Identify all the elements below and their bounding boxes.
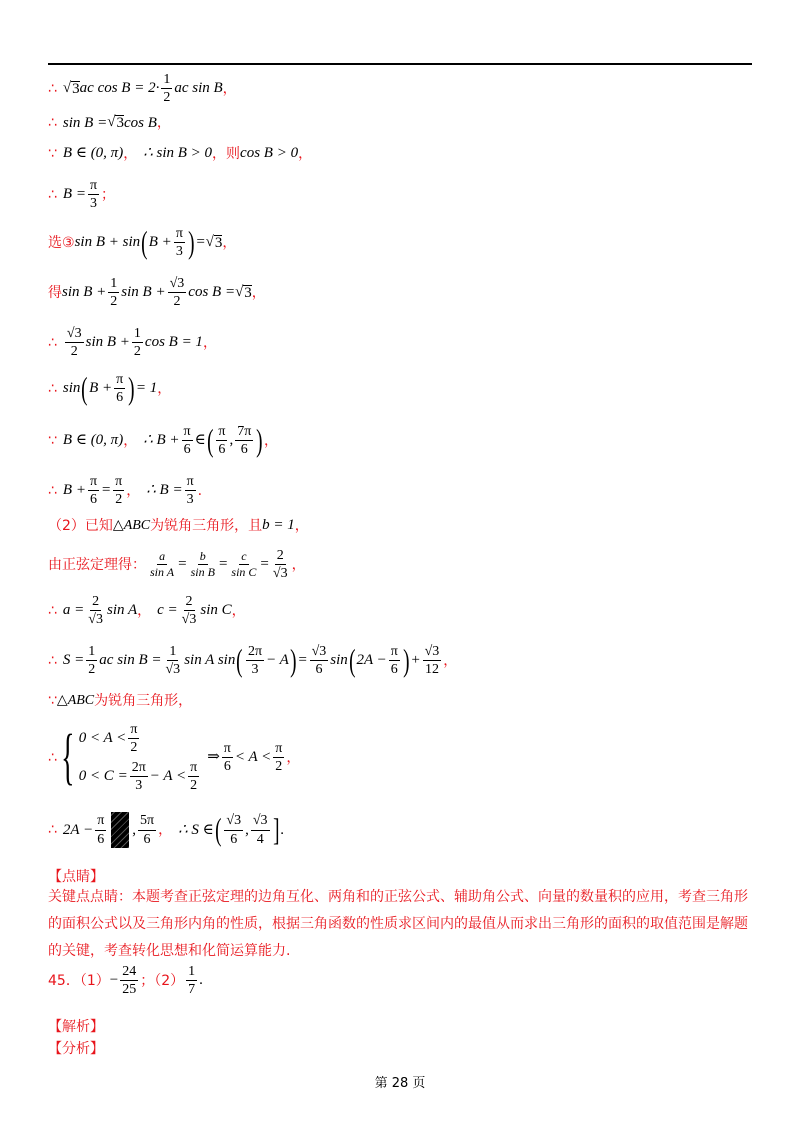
fraction: $\frac{\pi}{6}$ bbox=[183, 424, 191, 458]
implies-symbol: ⇒ bbox=[207, 749, 220, 766]
comma: ， bbox=[178, 693, 193, 709]
eq-line-5: 选③ sin B + sin ( B + $\frac{\pi}{3}$ ) = √ 3 ， bbox=[48, 224, 237, 261]
comma: ， bbox=[286, 749, 301, 766]
fraction: $\frac{\pi}{6}$ bbox=[223, 740, 231, 775]
comma: ， bbox=[126, 482, 141, 499]
math-text: = bbox=[297, 652, 308, 669]
garbled-glyph-icon bbox=[111, 812, 129, 848]
math-text: B ∈ (0, π) bbox=[62, 145, 124, 161]
eq-line-8: ∴ sin ( B + $\frac{\pi}{6}$ ) = 1 ， bbox=[48, 370, 172, 407]
dianjing-paragraph: 关键点点睛：本题考查正弦定理的边角互化、两角和的正弦公式、辅助角公式、向量的数量积的应用，考查三角形的面积公式以及三角形内角的性质，根据三角函数的性质求区间内的最值从而求出三角形的面积的取值范围是解题的关键，考查转化思想和化简运算能力. bbox=[48, 889, 748, 959]
fraction: $\frac{\pi}{6}$ bbox=[390, 644, 398, 678]
therefore-symbol: ∴ bbox=[48, 482, 57, 499]
fraction: $\frac{\pi}{6}$ bbox=[97, 813, 105, 847]
fraction: $\frac{2}{√3}$ bbox=[88, 594, 103, 628]
eq-line-4 bbox=[48, 178, 115, 212]
eq-line-13 bbox=[48, 594, 246, 628]
because-symbol: ∵ bbox=[48, 693, 57, 709]
eq-line-16: ∴ { 0 < A < $\frac{\pi}{2}$ 0 < C = $\frac{2\pi}{3}$ − A < $\frac{\pi}{2}$ ⇒ $\frac{\pi}{6}$ < A < $\frac{\pi}{2}$ ， bbox=[48, 722, 301, 794]
text-ze: 则 bbox=[226, 145, 241, 162]
math-text: sin A sin bbox=[184, 652, 236, 669]
comma: ， bbox=[294, 517, 309, 534]
fraction: $\frac{7\pi}{6}$ bbox=[237, 424, 252, 458]
math-text: ac cos B = 2· bbox=[79, 80, 160, 97]
math-text: sin B + bbox=[62, 284, 107, 301]
math-text: < A < bbox=[234, 749, 272, 766]
choice-label: 选③ bbox=[48, 234, 75, 251]
comma: ， bbox=[222, 234, 237, 251]
text: 为锐角三角形，且 bbox=[150, 517, 263, 534]
math-text: c = bbox=[157, 602, 178, 619]
sqrt: √ 3 bbox=[62, 79, 80, 97]
comma: ， bbox=[202, 334, 217, 351]
comma: ， bbox=[251, 284, 266, 301]
fraction: $\frac{√3}{2}$ bbox=[66, 326, 82, 360]
math-text: sin B + bbox=[121, 284, 166, 301]
math-text: ac sin B = bbox=[99, 652, 162, 669]
fraction: $\frac{\pi}{2}$ bbox=[275, 740, 283, 775]
fraction: $\frac{\pi}{3}$ bbox=[89, 178, 98, 212]
period: . bbox=[280, 821, 284, 838]
eq-line-1 bbox=[48, 72, 237, 106]
fraction: $\frac{5\pi}{6}$ bbox=[140, 813, 155, 847]
comma: ， bbox=[263, 432, 278, 449]
eq-line-10 bbox=[48, 474, 202, 508]
therefore-symbol: ∴ bbox=[48, 749, 57, 766]
fraction: $\frac{\pi}{2}$ bbox=[115, 474, 123, 508]
comma: ， bbox=[158, 822, 173, 838]
fraction: $\frac{1}{2}$ bbox=[163, 72, 171, 106]
math-text: ∴ B = bbox=[146, 482, 183, 499]
comma: ， bbox=[443, 652, 458, 669]
math-text: = bbox=[101, 482, 112, 499]
comma: ， bbox=[231, 602, 246, 619]
comma: ， bbox=[298, 145, 313, 162]
page-number: 第 28 页 bbox=[374, 1076, 426, 1091]
sqrt: √ 3 bbox=[205, 233, 223, 251]
math-text: ac sin B bbox=[174, 80, 223, 97]
math-text: ∴ S ∈ bbox=[178, 821, 214, 838]
fraction: $\frac{b}{\text{sin B}}$ bbox=[190, 549, 215, 580]
semicolon: ； bbox=[101, 186, 116, 203]
part-2-label: （2）已知 bbox=[48, 517, 113, 534]
math-text: sin B + bbox=[85, 334, 130, 351]
eq-line-6 bbox=[48, 276, 266, 310]
eq-line-11 bbox=[48, 518, 309, 533]
math-text: B + bbox=[62, 482, 86, 499]
text: 由正弦定理得： bbox=[48, 556, 146, 573]
fraction: $\frac{2\pi}{3}$ bbox=[247, 644, 263, 678]
question-45-answer: 45．（1） − $\frac{24}{25}$ ；（2） $\frac{1}{7}$ . bbox=[48, 964, 203, 998]
question-number: 45．（1） bbox=[48, 972, 110, 989]
comma: ， bbox=[156, 115, 171, 131]
comma: ， bbox=[137, 602, 152, 619]
math-text: cos B > 0 bbox=[240, 145, 299, 161]
math-text: cos B bbox=[123, 114, 157, 131]
therefore-symbol: ∴ bbox=[48, 652, 57, 669]
fraction: $\frac{1}{√3}$ bbox=[165, 644, 181, 678]
math-text: △ABC bbox=[112, 517, 151, 533]
therefore-symbol: ∴ bbox=[48, 602, 57, 619]
math-text: B + bbox=[148, 234, 172, 251]
math-text: + bbox=[410, 652, 421, 669]
fraction: $\frac{2}{√3}$ bbox=[272, 548, 288, 582]
sqrt: √ 3 bbox=[235, 283, 252, 301]
math-text: = bbox=[195, 234, 206, 251]
fraction: $\frac{1}{2}$ bbox=[110, 276, 118, 310]
dianjing-heading: 【点睛】 bbox=[48, 869, 104, 885]
comma: ， bbox=[212, 145, 227, 162]
sqrt: √ 3 bbox=[107, 114, 124, 131]
fraction: $\frac{\pi}{6}$ bbox=[116, 372, 124, 406]
therefore-symbol: ∴ bbox=[48, 334, 57, 351]
fraction: $\frac{√3}{2}$ bbox=[169, 276, 185, 310]
comma: ， bbox=[123, 145, 138, 162]
fraction: $\frac{1}{2}$ bbox=[88, 644, 96, 678]
math-text: B = bbox=[62, 186, 86, 203]
therefore-symbol: ∴ bbox=[48, 822, 57, 838]
eq-line-12: 由正弦定理得： $\frac{a}{\text{sin A}}$ = $\frac{b}{\text{sin B}}$ = $\frac{c}{\text{sin C}}$ = $\frac{2}{√3}$ ， bbox=[48, 548, 306, 582]
because-symbol: ∵ bbox=[48, 432, 57, 449]
header-rule bbox=[48, 63, 752, 65]
math-text: sin B + sin bbox=[74, 234, 141, 251]
separator: ；（2） bbox=[140, 972, 185, 989]
math-text: cos B = bbox=[188, 284, 236, 301]
eq-line-7 bbox=[48, 326, 217, 360]
inequality-system: 0 < A < $\frac{\pi}{2}$ 0 < C = $\frac{2\pi}{3}$ − A < $\frac{\pi}{2}$ bbox=[78, 722, 198, 794]
math-text: 2A − bbox=[62, 821, 94, 838]
fraction: $\frac{1}{2}$ bbox=[133, 326, 141, 360]
math-text: ∈ bbox=[194, 432, 206, 449]
math-text: B ∈ (0, π) bbox=[62, 432, 124, 449]
therefore-symbol: ∴ bbox=[48, 80, 57, 97]
fraction: $\frac{a}{\text{sin A}}$ bbox=[150, 549, 175, 580]
math-text: cos B = 1 bbox=[144, 334, 203, 351]
fraction: $\frac{√3}{6}$ bbox=[226, 813, 242, 847]
fraction: $\frac{c}{\text{sin C}}$ bbox=[231, 549, 257, 580]
because-symbol: ∵ bbox=[48, 145, 57, 162]
math-text: a = bbox=[62, 602, 85, 619]
math-text: sin bbox=[330, 652, 348, 669]
therefore-symbol: ∴ bbox=[48, 380, 57, 397]
fraction: $\frac{√3}{6}$ bbox=[311, 644, 327, 678]
math-text: − A bbox=[266, 652, 289, 669]
fraction: $\frac{24}{25}$ bbox=[122, 964, 137, 998]
fraction: $\frac{2}{√3}$ bbox=[181, 594, 197, 628]
eq-line-17: ∴ 2A − $\frac{\pi}{6}$ , $\frac{5\pi}{6}$ ， ∴ S ∈ ( $\frac{√3}{6}$ , $\frac{√3}{4}$ ] . bbox=[48, 811, 284, 848]
text-de: 得 bbox=[48, 284, 62, 301]
eq-line-14: ∴ S = $\frac{1}{2}$ ac sin B = $\frac{1}{√3}$ sin A sin ( $\frac{2\pi}{3}$ − A ) = $\frac{√3}{6}$ sin ( 2A − $\frac{\pi}{6}$ ) + $\frac{√3}{12}$ ， bbox=[48, 642, 458, 679]
eq-line-15 bbox=[48, 694, 192, 708]
math-text: sin B = bbox=[62, 114, 108, 131]
eq-line-9: ∵ B ∈ (0, π) ， ∴ B + $\frac{\pi}{6}$ ∈ ( $\frac{\pi}{6}$ , $\frac{7\pi}{6}$ ) ， bbox=[48, 422, 278, 459]
fraction: $\frac{\pi}{6}$ bbox=[218, 424, 226, 458]
fraction: $\frac{1}{7}$ bbox=[188, 964, 196, 998]
fraction: $\frac{√3}{12}$ bbox=[424, 644, 440, 678]
math-text: sin bbox=[62, 380, 81, 397]
math-text: sin C bbox=[200, 602, 232, 619]
math-text: sin A bbox=[106, 602, 138, 619]
therefore-symbol: ∴ bbox=[48, 115, 57, 131]
math-text: 2A − bbox=[356, 652, 387, 669]
math-text: B + bbox=[89, 380, 113, 397]
fenxi-heading: 【分析】 bbox=[48, 1041, 104, 1057]
comma: ， bbox=[222, 80, 237, 97]
comma: ， bbox=[123, 432, 138, 449]
fraction: $\frac{\pi}{6}$ bbox=[89, 474, 98, 508]
math-text: ∴ B + bbox=[143, 432, 180, 449]
fraction: $\frac{√3}{4}$ bbox=[252, 813, 268, 847]
therefore-symbol: ∴ bbox=[48, 186, 57, 203]
math-text: b = 1 bbox=[262, 517, 295, 533]
comma: ， bbox=[291, 556, 306, 573]
eq-line-2 bbox=[48, 115, 171, 131]
period: . bbox=[197, 482, 203, 499]
comma: ， bbox=[157, 380, 172, 397]
fraction: $\frac{\pi}{3}$ bbox=[186, 474, 194, 508]
period: . bbox=[199, 972, 203, 989]
math-text: ∴ sin B > 0 bbox=[143, 145, 213, 161]
eq-line-3 bbox=[48, 146, 312, 161]
math-text: = 1 bbox=[135, 380, 158, 397]
math-text: △ABC bbox=[56, 693, 95, 708]
jiexi-heading: 【解析】 bbox=[48, 1019, 104, 1035]
text: 为锐角三角形 bbox=[94, 693, 179, 709]
fraction: $\frac{\pi}{3}$ bbox=[175, 226, 183, 260]
math-text: S = bbox=[62, 652, 85, 669]
